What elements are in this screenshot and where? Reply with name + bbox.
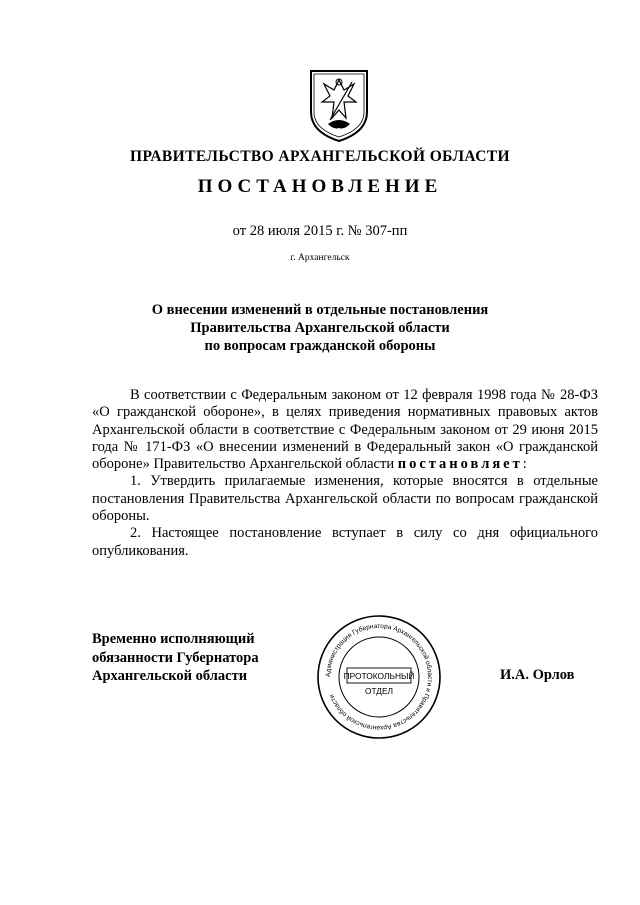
document-body [92,387,598,560]
decree-colon: : [522,456,527,473]
coat-of-arms-icon [308,68,370,144]
heading-line: по вопросам гражданской обороны [204,338,436,354]
signer-position-line: Архангельской области [92,668,248,684]
document-type-title: ПОСТАНОВЛЕНИЕ [197,176,443,197]
signer-position [92,630,259,686]
official-stamp [314,612,444,742]
heading-line: Правительства Архангельской области [190,320,450,336]
stamp-center-line2: ОТДЕЛ [364,686,394,696]
document-city: г. Архангельск [290,253,350,263]
preamble-text: В соответствии с Федеральным законом от 12 февраля 1998 года № 28-ФЗ «О гражданской обороне», в целях приведения нормативных правовых актов Архангельской области в соответствие с Федеральным законом от 29 июня 2015 года № 171-ФЗ «О внесении изменений в Федеральный закон «О гражданской обороне» Правительство Архангельской области [92,387,598,473]
stamp-ring-text: Администрация Губернатора Архангельской области и Правительства Архангельской области [324,622,434,732]
signer-position-line: Временно исполняющий [92,631,255,647]
item-paragraph: 2. Настоящее постановление вступает в силу со дня официального опубликования. [92,525,598,559]
document-heading [0,301,640,355]
preamble-paragraph [92,387,598,473]
signer-name: И.А. Орлов [500,667,575,683]
signer-position-line: обязанности Губернатора [92,649,259,666]
document-date-number: от 28 июля 2015 г. № 307-пп [232,223,408,239]
heading-line: О внесении изменений в отдельные постановления [151,302,489,318]
government-title: ПРАВИТЕЛЬСТВО АРХАНГЕЛЬСКОЙ ОБЛАСТИ [129,148,510,165]
item-paragraph: 1. Утвердить прилагаемые изменения, которые вносятся в отдельные постановления Правительства Архангельской области по вопросам гражданской обороны. [92,473,598,525]
stamp-center-line1: ПРОТОКОЛЬНЫЙ [343,671,415,681]
decree-word: постановляет [397,456,523,473]
